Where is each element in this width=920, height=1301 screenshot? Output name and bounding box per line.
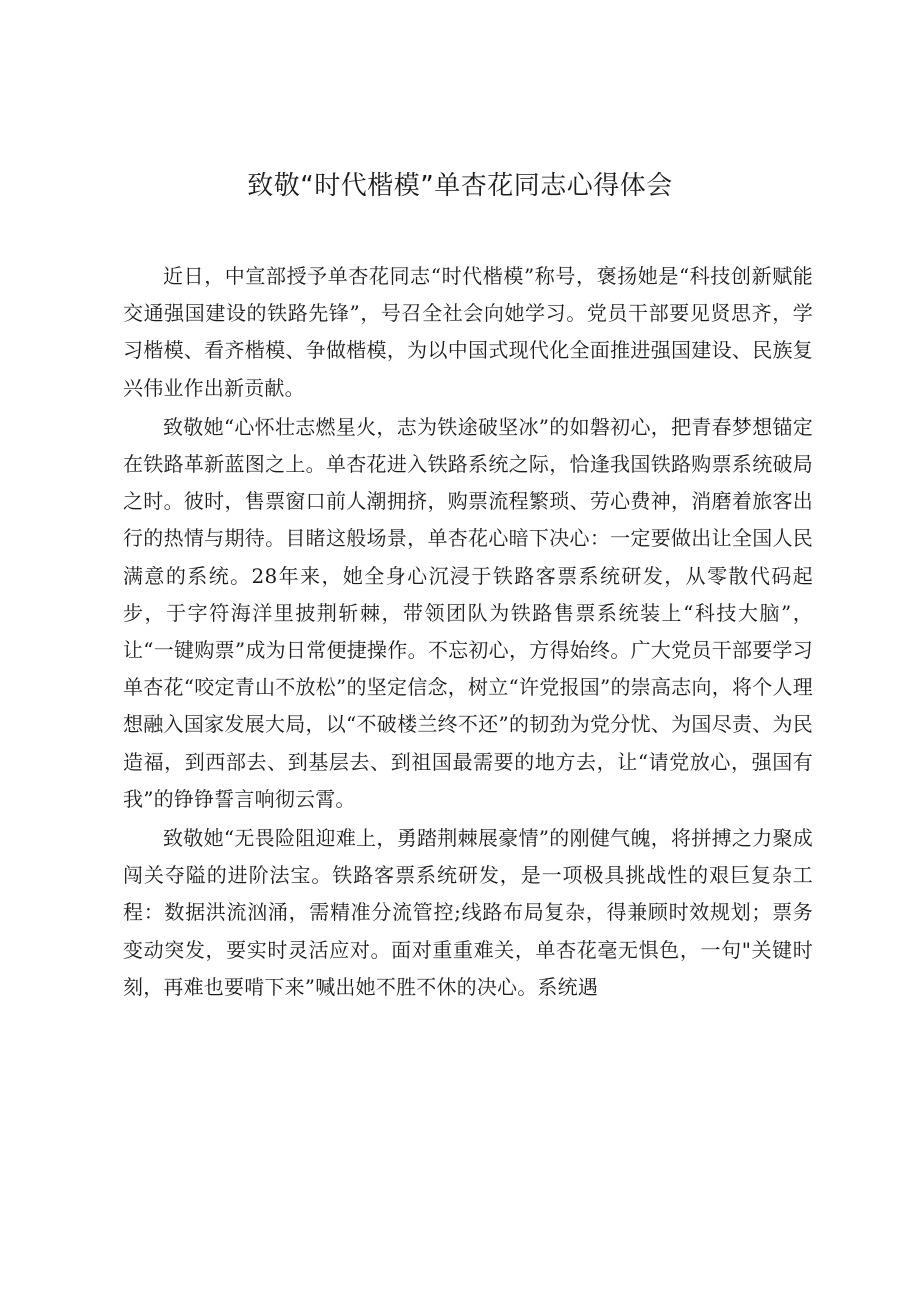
paragraph-1: 近日，中宣部授予单杏花同志“时代楷模”称号，褒扬她是“科技创新赋能交通强国建设的铁路先锋”，号召全社会向她学习。党员干部要见贤思齐，学习楷模、看齐楷模、争做楷模，为以中国式现代化全面推进强国建设、民族复兴伟业作出新贡献。 — [123, 264, 813, 400]
paragraph-3: 致敬她“无畏险阻迎难上，勇踏荆棘展豪情”的刚健气魄，将拼搏之力聚成闯关夺隘的进阶法宝。铁路客票系统研发，是一项极具挑战性的艰巨复杂工程：数据洪流汹涌，需精准分流管控;线路布局复杂，得兼顾时效规划；票务变动突发，要实时灵活应对。面对重重难关，单杏花毫无惧色，一句"关键时刻，再难也要啃下来”喊出她不胜不休的决心。系统遇 — [123, 826, 813, 999]
document-body — [123, 258, 813, 1008]
document-title: 致敬“时代楷模”单杏花同志心得体会 — [247, 171, 673, 201]
paragraph-2: 致敬她“心怀壮志燃星火，志为铁途破坚冰”的如磐初心，把青春梦想锚定在铁路革新蓝图之上。单杏花进入铁路系统之际，恰逢我国铁路购票系统破局之时。彼时，售票窗口前人潮拥挤，购票流程繁琐、劳心费神，消磨着旅客出行的热情与期待。目睹这般场景，单杏花心暗下决心：一定要做出让全国人民满意的系统。28年来，她全身心沉浸于铁路客票系统研发，从零散代码起步，于字符海洋里披荆斩棘，带领团队为铁路售票系统装上“科技大脑”，让“一键购票”成为日常便捷操作。不忘初心，方得始终。广大党员干部要学习单杏花“咬定青山不放松”的坚定信念，树立“许党报国”的崇高志向，将个人理想融入国家发展大局，以“不破楼兰终不还”的韧劲为党分忧、为国尽责、为民造福，到西部去、到基层去、到祖国最需要的地方去，让“请党放心，强国有我”的铮铮誓言响彻云霄。 — [123, 414, 813, 811]
